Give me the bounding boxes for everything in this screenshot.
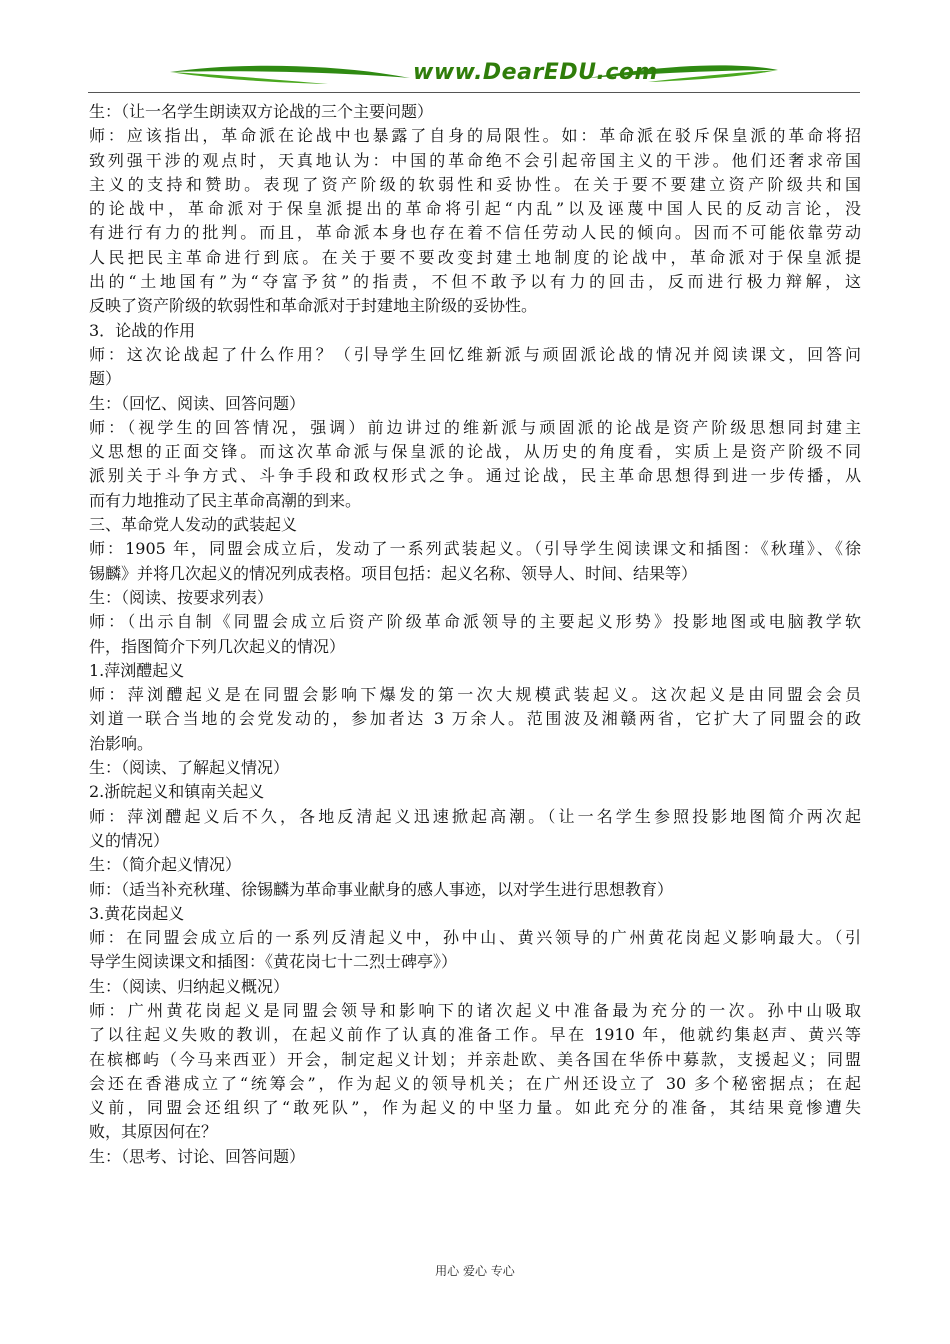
text-line: 导学生阅读课文和插图：《黄花岗七十二烈士碑亭》）: [89, 952, 458, 972]
text-line: 生：（思考、讨论、回答问题）: [89, 1146, 306, 1166]
text-line: 出的“土地国有”为“夺富予贫”的指责，不但不敢予以有力的回击，反而进行极力辩解，这: [89, 272, 861, 292]
page-footer: 用心 爱心 专心: [435, 1264, 515, 1278]
text-line: 题）: [89, 369, 122, 389]
site-logo-text[interactable]: www.DearEDU.com: [413, 60, 658, 85]
text-line: 反映了资产阶级的软弱性和革命派对于封建地主阶级的妥协性。: [89, 296, 538, 316]
text-line: 2.浙皖起义和镇南关起义: [89, 782, 265, 802]
text-line: 师：（出示自制《同盟会成立后资产阶级革命派领导的主要起义形势》投影地图或电脑教学软: [89, 612, 861, 632]
text-line: 会还在香港成立了“统筹会”，作为起义的领导机关；在广州还设立了 30 多个秘密据点；在起: [89, 1073, 861, 1093]
text-line: 师：萍浏醴起义后不久，各地反清起义迅速掀起高潮。（让一名学生参照投影地图简介两次起: [89, 806, 861, 826]
text-line: 师：（视学生的回答情况，强调）前边讲过的维新派与顽固派的论战是资产阶级思想同封建主: [89, 417, 861, 437]
text-line: 师：应该指出，革命派在论战中也暴露了自身的局限性。如：革命派在驳斥保皇派的革命将招: [89, 126, 861, 146]
text-line: 师：（适当补充秋瑾、徐锡麟为革命事业献身的感人事迹，以对学生进行思想教育）: [89, 879, 674, 899]
text-line: 义前，同盟会还组织了“敢死队”，作为起义的中坚力量。如此充分的准备，其结果竟惨遭失: [89, 1098, 861, 1118]
text-line: 在槟榔屿（今马来西亚）开会，制定起义计划；并亲赴欧、美各国在华侨中募款，支援起义；同盟: [89, 1049, 861, 1069]
text-line: 师：1905 年，同盟会成立后，发动了一系列武装起义。（引导学生阅读课文和插图：《秋瑾》、《徐: [89, 539, 861, 559]
text-line: 生：（阅读、了解起义情况）: [89, 758, 290, 778]
text-line: 生：（让一名学生朗读双方论战的三个主要问题）: [89, 102, 434, 121]
text-line: 1.萍浏醴起义: [89, 660, 185, 680]
text-line: 治影响。: [89, 733, 154, 753]
text-line: 师：萍浏醴起义是在同盟会影响下爆发的第一次大规模武装起义。这次起义是由同盟会会员: [89, 685, 861, 705]
text-line: 3．论战的作用: [89, 320, 196, 340]
text-line: 件，指图简介下列几次起义的情况）: [89, 636, 346, 656]
text-line: 有进行有力的批判。而且，革命派本身也存在着不信任劳动人民的倾向。因而不可能依靠劳动: [89, 223, 861, 243]
text-line: 生：（阅读、按要求列表）: [89, 587, 274, 607]
text-line: 师：广州黄花岗起义是同盟会领导和影响下的诸次起义中准备最为充分的一次。孙中山吸取: [89, 1000, 861, 1020]
text-line: 生：（简介起义情况）: [89, 855, 242, 875]
text-line: 刘道一联合当地的会党发动的，参加者达 3 万余人。范围波及湘赣两省，它扩大了同盟会的政: [89, 709, 861, 729]
text-line: 败，其原因何在？: [89, 1122, 218, 1142]
text-line: 致列强干涉的观点时，天真地认为：中国的革命绝不会引起帝国主义的干涉。他们还奢求帝国: [89, 150, 861, 170]
document-body: [89, 100, 861, 1169]
text-line: 义的情况）: [89, 830, 170, 850]
text-line: 而有力地推动了民主革命高潮的到来。: [89, 490, 362, 510]
site-header: [88, 58, 860, 92]
text-line: 生：（阅读、归纳起义概况）: [89, 976, 290, 996]
left-swoosh-tail: [170, 72, 328, 84]
text-line: 派别关于斗争方式、斗争手段和政权形式之争。通过论战，民主革命思想得到进一步传播，从: [89, 466, 861, 486]
text-line: 义思想的正面交锋。而这次革命派与保皇派的论战，从历史的角度看，实质上是资产阶级不同: [89, 442, 861, 462]
text-line: 师：这次论战起了什么作用？（引导学生回忆维新派与顽固派论战的情况并阅读课文，回答问: [89, 344, 861, 364]
text-line: 师：在同盟会成立后的一系列反清起义中，孙中山、黄兴领导的广州黄花岗起义影响最大。（引: [89, 928, 861, 948]
text-line: 三、革命党人发动的武装起义: [89, 515, 298, 535]
text-line: 3.黄花岗起义: [89, 903, 185, 923]
text-line: 了以往起义失败的教训，在起义前作了认真的准备工作。早在 1910 年，他就约集赵声、黄兴等: [89, 1025, 861, 1045]
text-line: 人民把民主革命进行到底。在关于要不要改变封建土地制度的论战中，革命派对于保皇派提: [89, 247, 861, 267]
text-line: 的论战中，革命派对于保皇派提出的革命将引起“内乱”以及诬蔑中国人民的反动言论，没: [89, 199, 861, 219]
text-line: 生：（回忆、阅读、回答问题）: [89, 393, 306, 413]
header-rule: [88, 92, 860, 93]
text-line: 锡麟》并将几次起义的情况列成表格。项目包括：起义名称、领导人、时间、结果等）: [89, 563, 698, 583]
text-line: 主义的支持和赞助。表现了资产阶级的软弱性和妥协性。在关于要不要建立资产阶级共和国: [89, 174, 861, 194]
